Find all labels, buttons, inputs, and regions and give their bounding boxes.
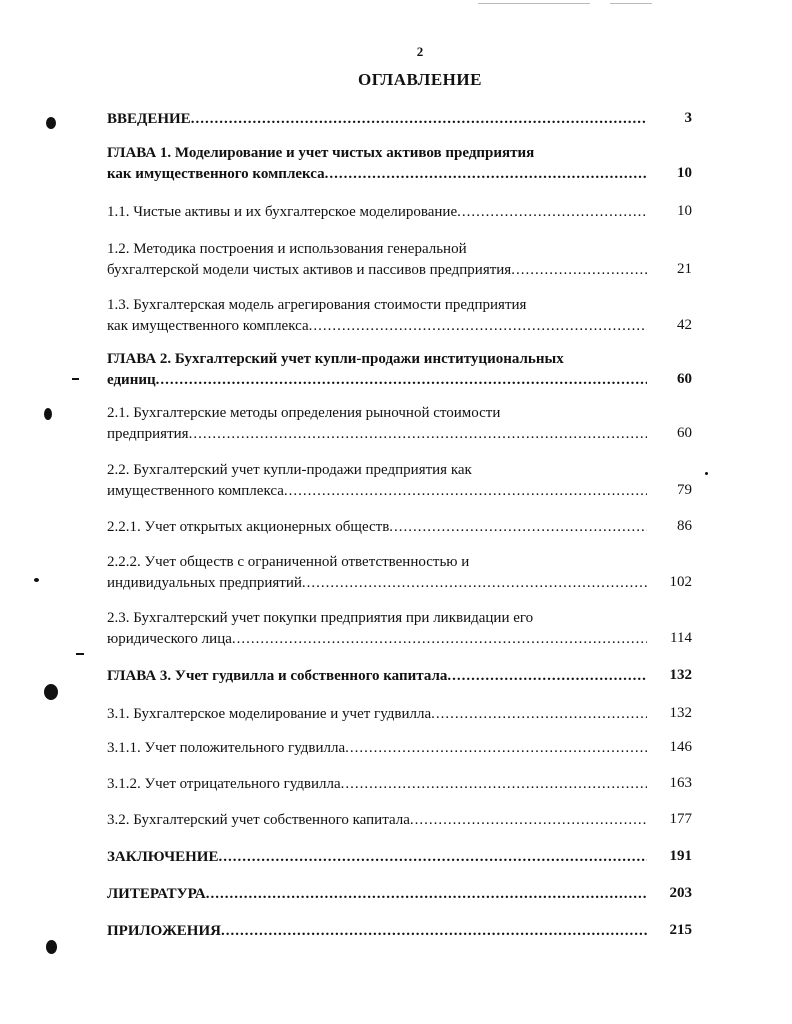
toc-entry-line: ЛИТЕРАТУРА — [107, 886, 206, 902]
toc-entry — [107, 705, 647, 724]
toc-entry-line: предприятия — [107, 426, 189, 442]
toc-entry-line: ПРИЛОЖЕНИЯ — [107, 923, 221, 939]
toc-entry — [107, 553, 647, 593]
toc-page-number: 86 — [677, 518, 692, 534]
dot-leader — [232, 630, 647, 649]
scan-speck — [72, 378, 79, 380]
dot-leader — [191, 110, 647, 129]
dot-leader — [189, 425, 647, 444]
page-title: ОГЛАВЛЕНИЕ — [358, 70, 482, 89]
scan-speck — [705, 472, 708, 475]
toc-entry — [107, 461, 647, 501]
toc-entry-line: ГЛАВА 3. Учет гудвилла и собственного капитала — [107, 668, 448, 684]
dot-leader — [309, 317, 647, 336]
toc-page-number: 132 — [669, 705, 692, 721]
toc-entry-line: 1.3. Бухгалтерская модель агрегирования стоимости предприятия — [107, 297, 527, 313]
scan-speck — [44, 408, 52, 420]
scan-speck — [34, 578, 39, 582]
toc-entry — [107, 609, 647, 649]
toc-entry-line: 2.1. Бухгалтерские методы определения рыночной стоимости — [107, 405, 501, 421]
dot-leader — [325, 165, 647, 184]
toc-entry — [107, 350, 647, 390]
toc-entry-line: 2.2. Бухгалтерский учет купли-продажи предприятия как — [107, 462, 472, 478]
toc-entry-line: как имущественного комплекса — [107, 166, 325, 182]
dot-leader — [457, 203, 647, 222]
toc-entry-line: единиц — [107, 372, 156, 388]
toc-entry — [107, 404, 647, 444]
dot-leader — [410, 811, 647, 830]
toc-page-number: 60 — [677, 371, 692, 387]
scan-speck — [76, 653, 84, 655]
dot-leader — [345, 739, 647, 758]
toc-page-number: 191 — [669, 848, 692, 864]
toc-page-number: 42 — [677, 317, 692, 333]
toc-entry — [107, 296, 647, 336]
toc-entry — [107, 811, 647, 830]
toc-entry-line: 2.3. Бухгалтерский учет покупки предприятия при ликвидации его — [107, 610, 534, 626]
toc-page-number: 102 — [669, 574, 692, 590]
toc-entry-line: как имущественного комплекса — [107, 318, 309, 334]
toc-page-number: 60 — [677, 425, 692, 441]
toc-page-number: 10 — [677, 203, 692, 219]
toc-entry — [107, 144, 647, 184]
toc-entry — [107, 922, 647, 941]
scan-speck — [44, 684, 58, 700]
toc-entry — [107, 518, 647, 537]
toc-page-number: 114 — [670, 630, 692, 646]
toc-entry-line: ГЛАВА 2. Бухгалтерский учет купли-продажи институциональных — [107, 351, 564, 367]
toc-page-number: 10 — [677, 165, 692, 181]
dot-leader — [341, 775, 647, 794]
toc-entry-line: юридического лица — [107, 631, 232, 647]
toc-entry — [107, 240, 647, 280]
toc-page-number: 3 — [684, 110, 692, 126]
dot-leader — [302, 574, 647, 593]
toc-entry-line: ВВЕДЕНИЕ — [107, 111, 191, 127]
toc-entry — [107, 667, 647, 686]
toc-entry-line: имущественного комплекса — [107, 483, 284, 499]
toc-page-number: 79 — [677, 482, 692, 498]
dot-leader — [221, 922, 647, 941]
dot-leader — [389, 518, 647, 537]
dot-leader — [511, 261, 647, 280]
toc-entry-line: 2.2.1. Учет открытых акционерных обществ — [107, 519, 390, 535]
toc-entry-line: бухгалтерской модели чистых активов и пассивов предприятия — [107, 262, 512, 278]
toc-entry — [107, 885, 647, 904]
dot-leader — [284, 482, 647, 501]
toc-entry-line: 1.1. Чистые активы и их бухгалтерское моделирование — [107, 204, 458, 220]
toc-entry-line: 3.1.1. Учет положительного гудвилла — [107, 740, 346, 756]
toc-page-number: 132 — [669, 667, 692, 683]
dot-leader — [447, 667, 647, 686]
toc-page-number: 21 — [677, 261, 692, 277]
dot-leader — [431, 705, 647, 724]
toc-page-number: 177 — [669, 811, 692, 827]
toc-page-number: 203 — [669, 885, 692, 901]
toc-entry — [107, 848, 647, 867]
toc-entry-line: 1.2. Методика построения и использования генеральной — [107, 241, 467, 257]
dot-leader — [206, 885, 647, 904]
scan-speck — [46, 940, 57, 954]
page-number: 2 — [416, 44, 424, 59]
toc-entry — [107, 110, 647, 129]
toc-entry-line: индивидуальных предприятий — [107, 575, 302, 591]
scan-speck — [46, 117, 56, 129]
toc-entry-line: 3.1. Бухгалтерское моделирование и учет гудвилла — [107, 706, 432, 722]
toc-entry — [107, 739, 647, 758]
toc-entry-line: 3.1.2. Учет отрицательного гудвилла — [107, 776, 341, 792]
toc-entry — [107, 203, 647, 222]
toc-entry-line: ГЛАВА 1. Моделирование и учет чистых активов предприятия — [107, 145, 535, 161]
toc-entry-line: 2.2.2. Учет обществ с ограниченной ответственностью и — [107, 554, 470, 570]
toc-page-number: 146 — [669, 739, 692, 755]
toc-page-number: 215 — [669, 922, 692, 938]
dot-leader — [156, 371, 647, 390]
toc-entry-line: ЗАКЛЮЧЕНИЕ — [107, 849, 219, 865]
toc-entry-line: 3.2. Бухгалтерский учет собственного капитала — [107, 812, 410, 828]
toc-page-number: 163 — [669, 775, 692, 791]
toc-entry — [107, 775, 647, 794]
dot-leader — [218, 848, 647, 867]
